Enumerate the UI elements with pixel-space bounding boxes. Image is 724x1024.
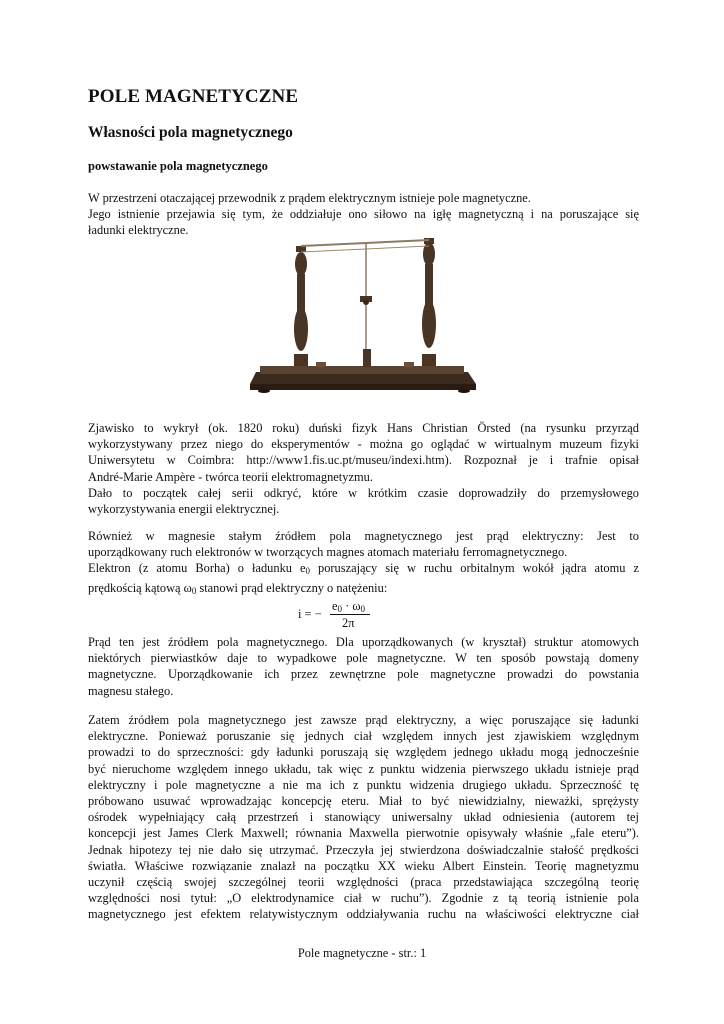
text-line: Uniwersytetu w Coimbra: http://www1.fis.uc.pt/museu/indexi.htm). Rozpoznał je i trafnie opisał xyxy=(88,453,639,468)
section-heading: Własności pola magnetycznego xyxy=(88,124,293,141)
text-line: elektryczne. Ponieważ poruszanie się jednych ciał względem innych jest zjawiskiem względnym xyxy=(88,729,639,744)
text-run: prędkością kątową xyxy=(88,580,184,595)
page-title: POLE MAGNETYCZNE xyxy=(88,86,299,107)
text-line: magnetyczne. Uporządkowanie ich przez zewnętrzne pole magnetyczne prowadzi do powstania xyxy=(88,667,639,682)
paragraph-history xyxy=(88,420,639,517)
text-line: być nieruchome względem innego układu, tak więc z punktu widzenia pierwszego układu istnieje prąd xyxy=(88,761,639,776)
text-run: Elektron (z atomu Borha) o ładunku xyxy=(88,561,300,576)
text-line xyxy=(88,580,639,599)
symbol-omega: ω xyxy=(183,580,192,595)
subscript-zero: 0 xyxy=(191,585,197,596)
text-line: prowadzi to do sprzeczności: gdy ładunki poruszają się względem jednego układu mogą jednocześnie xyxy=(88,745,639,760)
apparatus-foot-left xyxy=(258,389,270,393)
apparatus-pillar-right xyxy=(422,238,436,366)
text-line: magnetycznego jest efektem relatywistycznym oddziaływania ruchu na właściwości elektryczne ciał xyxy=(88,907,639,922)
page-footer: Pole magnetyczne - str.: 1 xyxy=(297,946,427,960)
apparatus-terminal-left xyxy=(316,362,326,367)
text-line: względności nosi tytuł: „O elektrodynamice ciał w ruchu”). Zgodnie z tą teorią istnienie pola xyxy=(88,891,639,906)
apparatus-base-front xyxy=(250,384,476,390)
subsection-heading: powstawanie pola magnetycznego xyxy=(88,159,268,173)
apparatus-wire-lower xyxy=(301,246,429,252)
formula-dot: · xyxy=(342,599,353,613)
oersted-apparatus-image xyxy=(246,234,478,394)
apparatus-foot-right xyxy=(458,389,470,393)
text-line: magnesu stałego. xyxy=(88,683,174,698)
subscript-zero: 0 xyxy=(337,604,342,614)
text-run: poruszający się w ruchu orbitalnym wokół jądra atomu z xyxy=(310,561,639,576)
apparatus-pillar-left xyxy=(294,246,308,366)
text-line: próbowano usuwać wprowadzając koncepcję eteru. Miał to być niewidzialny, nieważki, sprężysty xyxy=(88,794,639,809)
text-line: wykorzystywany przez niego do eksperymentów - można go oglądać w wirtualnym muzeum fizyki xyxy=(88,437,639,452)
text-line: Jego istnienie przejawia się tym, że oddziałuje ono siłowo na igłę magnetyczną i na poruszające się xyxy=(88,207,639,222)
text-line: Również w magnesie stałym źródłem pola magnetycznego jest prąd elektryczny: Jest to xyxy=(88,529,639,543)
apparatus-knob xyxy=(363,299,369,305)
text-line: Zatem źródłem pola magnetycznego jest zawsze prąd elektryczny, a więc poruszające się ładunki xyxy=(88,713,639,727)
apparatus-stand xyxy=(363,349,371,367)
text-line: wykorzystywania energii elektrycznej. xyxy=(88,502,280,517)
formula-numerator xyxy=(332,599,365,614)
formula-denominator: 2π xyxy=(342,616,355,630)
text-line: Dało to początek całej serii odkryć, które w krótkim czasie doprowadziły do przemysłowego xyxy=(88,485,639,500)
paragraph-relativity xyxy=(88,712,639,923)
text-line: uporządkowany ruch elektronów w tworzących magnes atomach materiału ferromagnetycznego. xyxy=(88,545,568,560)
paragraph-permanent-magnet xyxy=(88,528,639,599)
text-line: niektórych pierwiastków daje to wypadkowe pole magnetyczne. W ten sposób powstają domeny xyxy=(88,651,639,666)
text-line: ośrodek wypełniający całą przestrzeń i stanowiący uniwersalny układ odniesienia (autorem tej xyxy=(88,810,639,825)
text-line: Jednak hipotezy tej nie dało się utrzymać. Przeczyła jej stwierdzona doświadczalnie stałość prędkości xyxy=(88,842,639,857)
formula-lhs: i = − xyxy=(298,607,322,621)
apparatus-base-top xyxy=(260,366,464,374)
paragraph-domains xyxy=(88,634,639,699)
formula-omega: ω xyxy=(352,599,361,613)
text-line: ładunki elektryczne. xyxy=(88,223,189,238)
text-line: Zjawisko to wykrył (ok. 1820 roku) duński fizyk Hans Christian Örsted (na rysunku przyrząd xyxy=(88,421,639,435)
text-line: W przestrzeni otaczającej przewodnik z prądem elektrycznym istnieje pole magnetyczne. xyxy=(88,191,531,205)
text-line: André-Marie Ampère - twórca teorii elektromagnetyzmu. xyxy=(88,469,373,484)
formula-e: e xyxy=(332,599,338,613)
text-line: światła. Właściwe rozwiązanie znalazł na początku XX wieku Albert Einstein. Teorię magnetyzmu xyxy=(88,858,639,873)
text-line xyxy=(88,560,639,579)
subscript-zero: 0 xyxy=(305,566,310,577)
text-line: elektryczny i pole magnetyczne a nie ma ich z punktu widzenia drugiego układu. Sprzeczność tę xyxy=(88,777,639,792)
text-run: stanowi prąd elektryczny o natężeniu: xyxy=(196,580,388,595)
apparatus-terminal-right xyxy=(404,362,414,367)
text-line: koncepcji jest James Clerk Maxwell; równania Maxwella pierwotnie opisywały właśnie „fale eteru”). xyxy=(88,826,639,841)
text-line: uczynił częścią swojej szczególnej teorii względności (praca przedstawiająca szczególną teorię xyxy=(88,875,639,890)
text-line: Prąd ten jest źródłem pola magnetycznego. Dla uporządkowanych (w kryształ) struktur atomowych xyxy=(88,635,639,649)
symbol-e: e xyxy=(300,561,306,576)
fraction-bar xyxy=(330,614,370,615)
subscript-zero: 0 xyxy=(360,604,365,614)
paragraph-intro xyxy=(88,190,639,239)
apparatus-wire-top xyxy=(301,240,429,246)
